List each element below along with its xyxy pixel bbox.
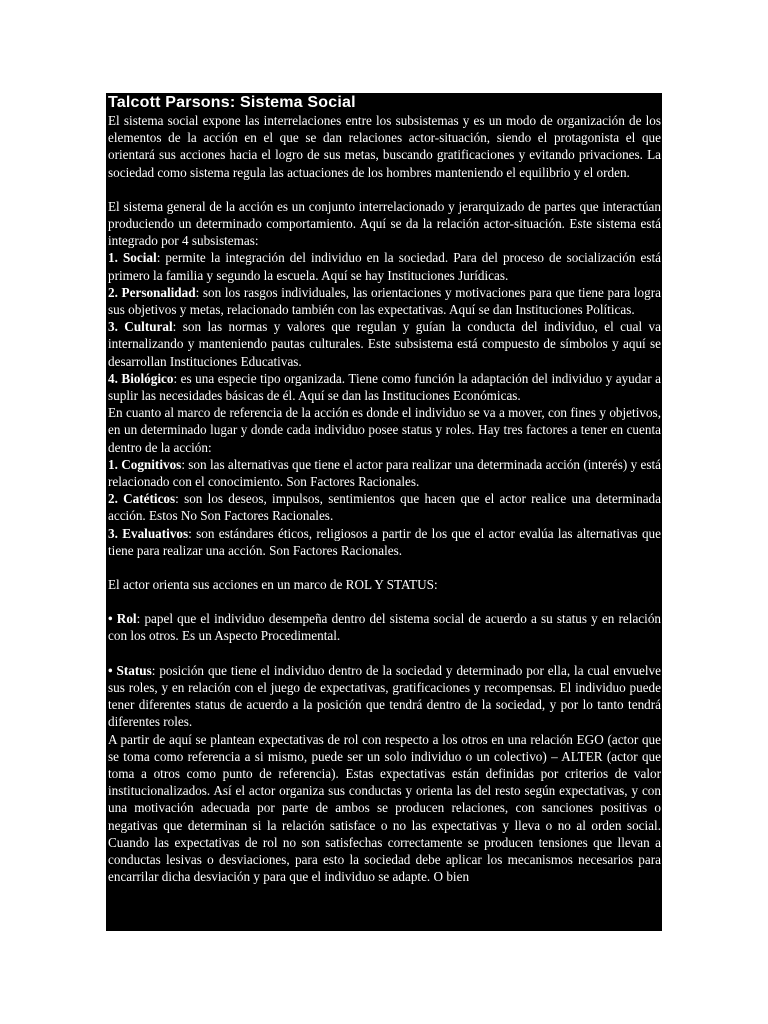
subsystem-text: : son los rasgos individuales, las orientaciones y motivaciones para que tiene para logra sus objetivos y metas, relacionado también con las expectativas. Aquí se dan Instituciones Políticas. — [108, 284, 661, 318]
paragraph-gap — [108, 593, 661, 610]
subsystem-text: : es una especie tipo organizada. Tiene como función la adaptación del individuo y ayudar a suplir las necesidades básicas de él. Aquí se dan las Instituciones Económicas. — [108, 370, 661, 404]
rol-text: : papel que el individuo desempeña dentro del sistema social de acuerdo a su status y en relación con los otros. Es un Aspecto Procedimental. — [108, 611, 662, 644]
factor-text: : son los deseos, impulsos, sentimientos que hacen que el actor realice una determinada acción. Estos No Son Factores Racionales. — [108, 491, 662, 524]
document-title: Talcott Parsons: Sistema Social — [108, 94, 356, 111]
expectations-paragraph: A partir de aquí se plantean expectativas de rol con respecto a los otros en una relación EGO (actor que se toma como referencia a si mismo, puede ser un solo individuo o un colectivo) – ALTER (actor que toma a otros como punto de referencia). Estas expectativas están definidas por criterios de valor institucionalizados. Así el actor organiza sus conductas y orienta las del resto según expectativas, y con una motivación adecuada por parte de ambos se producen relaciones, con sanciones positivas o negativas que determinan si la relación satisface o no las expectativas y lleva o no al orden social. Cuando las expectativas de rol no son satisfechas correctamente se producen tensiones que llevan a conductas lesivas o desviaciones, para esto la sociedad debe aplicar los mecanismos necesarios para encarrilar dicha desviación y para que el individuo se adapte. O bien — [108, 731, 661, 885]
subsystem-term: 1. Social — [108, 250, 157, 266]
subsystem-text: : son las normas y valores que regulan y guían la conducta del individuo, el cual va internalizando y manteniendo pautas culturales. Este subsistema está compuesto de símbolos y aquí se desarrollan Instituciones Educativas. — [108, 319, 661, 369]
role-status-intro: El actor orienta sus acciones en un marco de ROL Y STATUS: — [108, 577, 438, 593]
rol-term: • Rol — [108, 611, 137, 627]
subsystem-biologico — [108, 370, 661, 404]
paragraph-gap — [108, 181, 661, 198]
paragraph-gap — [108, 559, 661, 576]
intro-paragraph: El sistema social expone las interrelaciones entre los subsistemas y es un modo de organización de los elementos de la acción en el que se dan relaciones actor-situación, siendo el protagonista el que orientará sus acciones hacia el logro de sus metas, buscando gratificaciones y evitando privaciones. La sociedad como sistema regula las actuaciones de los hombres manteniendo el equilibrio y el orden. — [108, 113, 661, 180]
subsystem-term: 3. Cultural — [108, 319, 173, 335]
status-term: • Status — [108, 662, 152, 678]
subsystem-term: 4. Biológico — [108, 370, 174, 386]
frame-paragraph: En cuanto al marco de referencia de la acción es donde el individuo se va a mover, con fines y objetivos, en un determinado lugar y donde cada individuo posee status y roles. Hay tres factores a tener en cuenta dentro de la acción: — [108, 405, 661, 455]
paragraph-gap — [108, 645, 661, 662]
subsystem-personalidad — [108, 284, 661, 318]
status-text: : posición que tiene el individuo dentro de la sociedad y determinado por ella, la cual envuelve sus roles, y en relación con el juego de expectativas, gratificaciones y recompensas. El individuo puede tener diferentes status de acuerdo a la posición que tendrá dentro de la sociedad, y por lo tanto tendrá diferentes roles. — [108, 662, 661, 730]
factor-term: 2. Catéticos — [108, 491, 176, 507]
general-system-paragraph: El sistema general de la acción es un conjunto interrelacionado y jerarquizado de partes que interactúan produciendo un determinado comportamiento. Aquí se da la relación actor-situación. Este sistema está integrado por 4 subsistemas: — [108, 198, 661, 249]
subsystem-term: 2. Personalidad — [108, 284, 196, 300]
subsystem-text: : permite la integración del individuo en la sociedad. Para del proceso de socialización está primero la familia y segundo la escuela. Aquí se hay Instituciones Jurídicas. — [108, 250, 662, 283]
subsystem-cultural — [108, 318, 661, 370]
status-definition — [108, 662, 661, 731]
rol-definition — [108, 610, 661, 644]
factor-text: : son estándares éticos, religiosos a partir de los que el actor evalúa las alternativas que tiene para realizar una acción. Son Factores Racionales. — [108, 525, 661, 558]
factor-term: 1. Cognitivos — [108, 456, 182, 472]
factor-cognitivos — [108, 456, 661, 490]
factor-ateticos — [108, 490, 661, 524]
factor-evaluativos — [108, 525, 661, 559]
document-page — [106, 93, 662, 931]
factor-text: : son las alternativas que tiene el actor para realizar una determinada acción (interés) y está relacionado con el conocimiento. Son Factores Racionales. — [108, 456, 661, 490]
subsystem-social — [108, 249, 661, 283]
factor-term: 3. Evaluativos — [108, 525, 189, 541]
